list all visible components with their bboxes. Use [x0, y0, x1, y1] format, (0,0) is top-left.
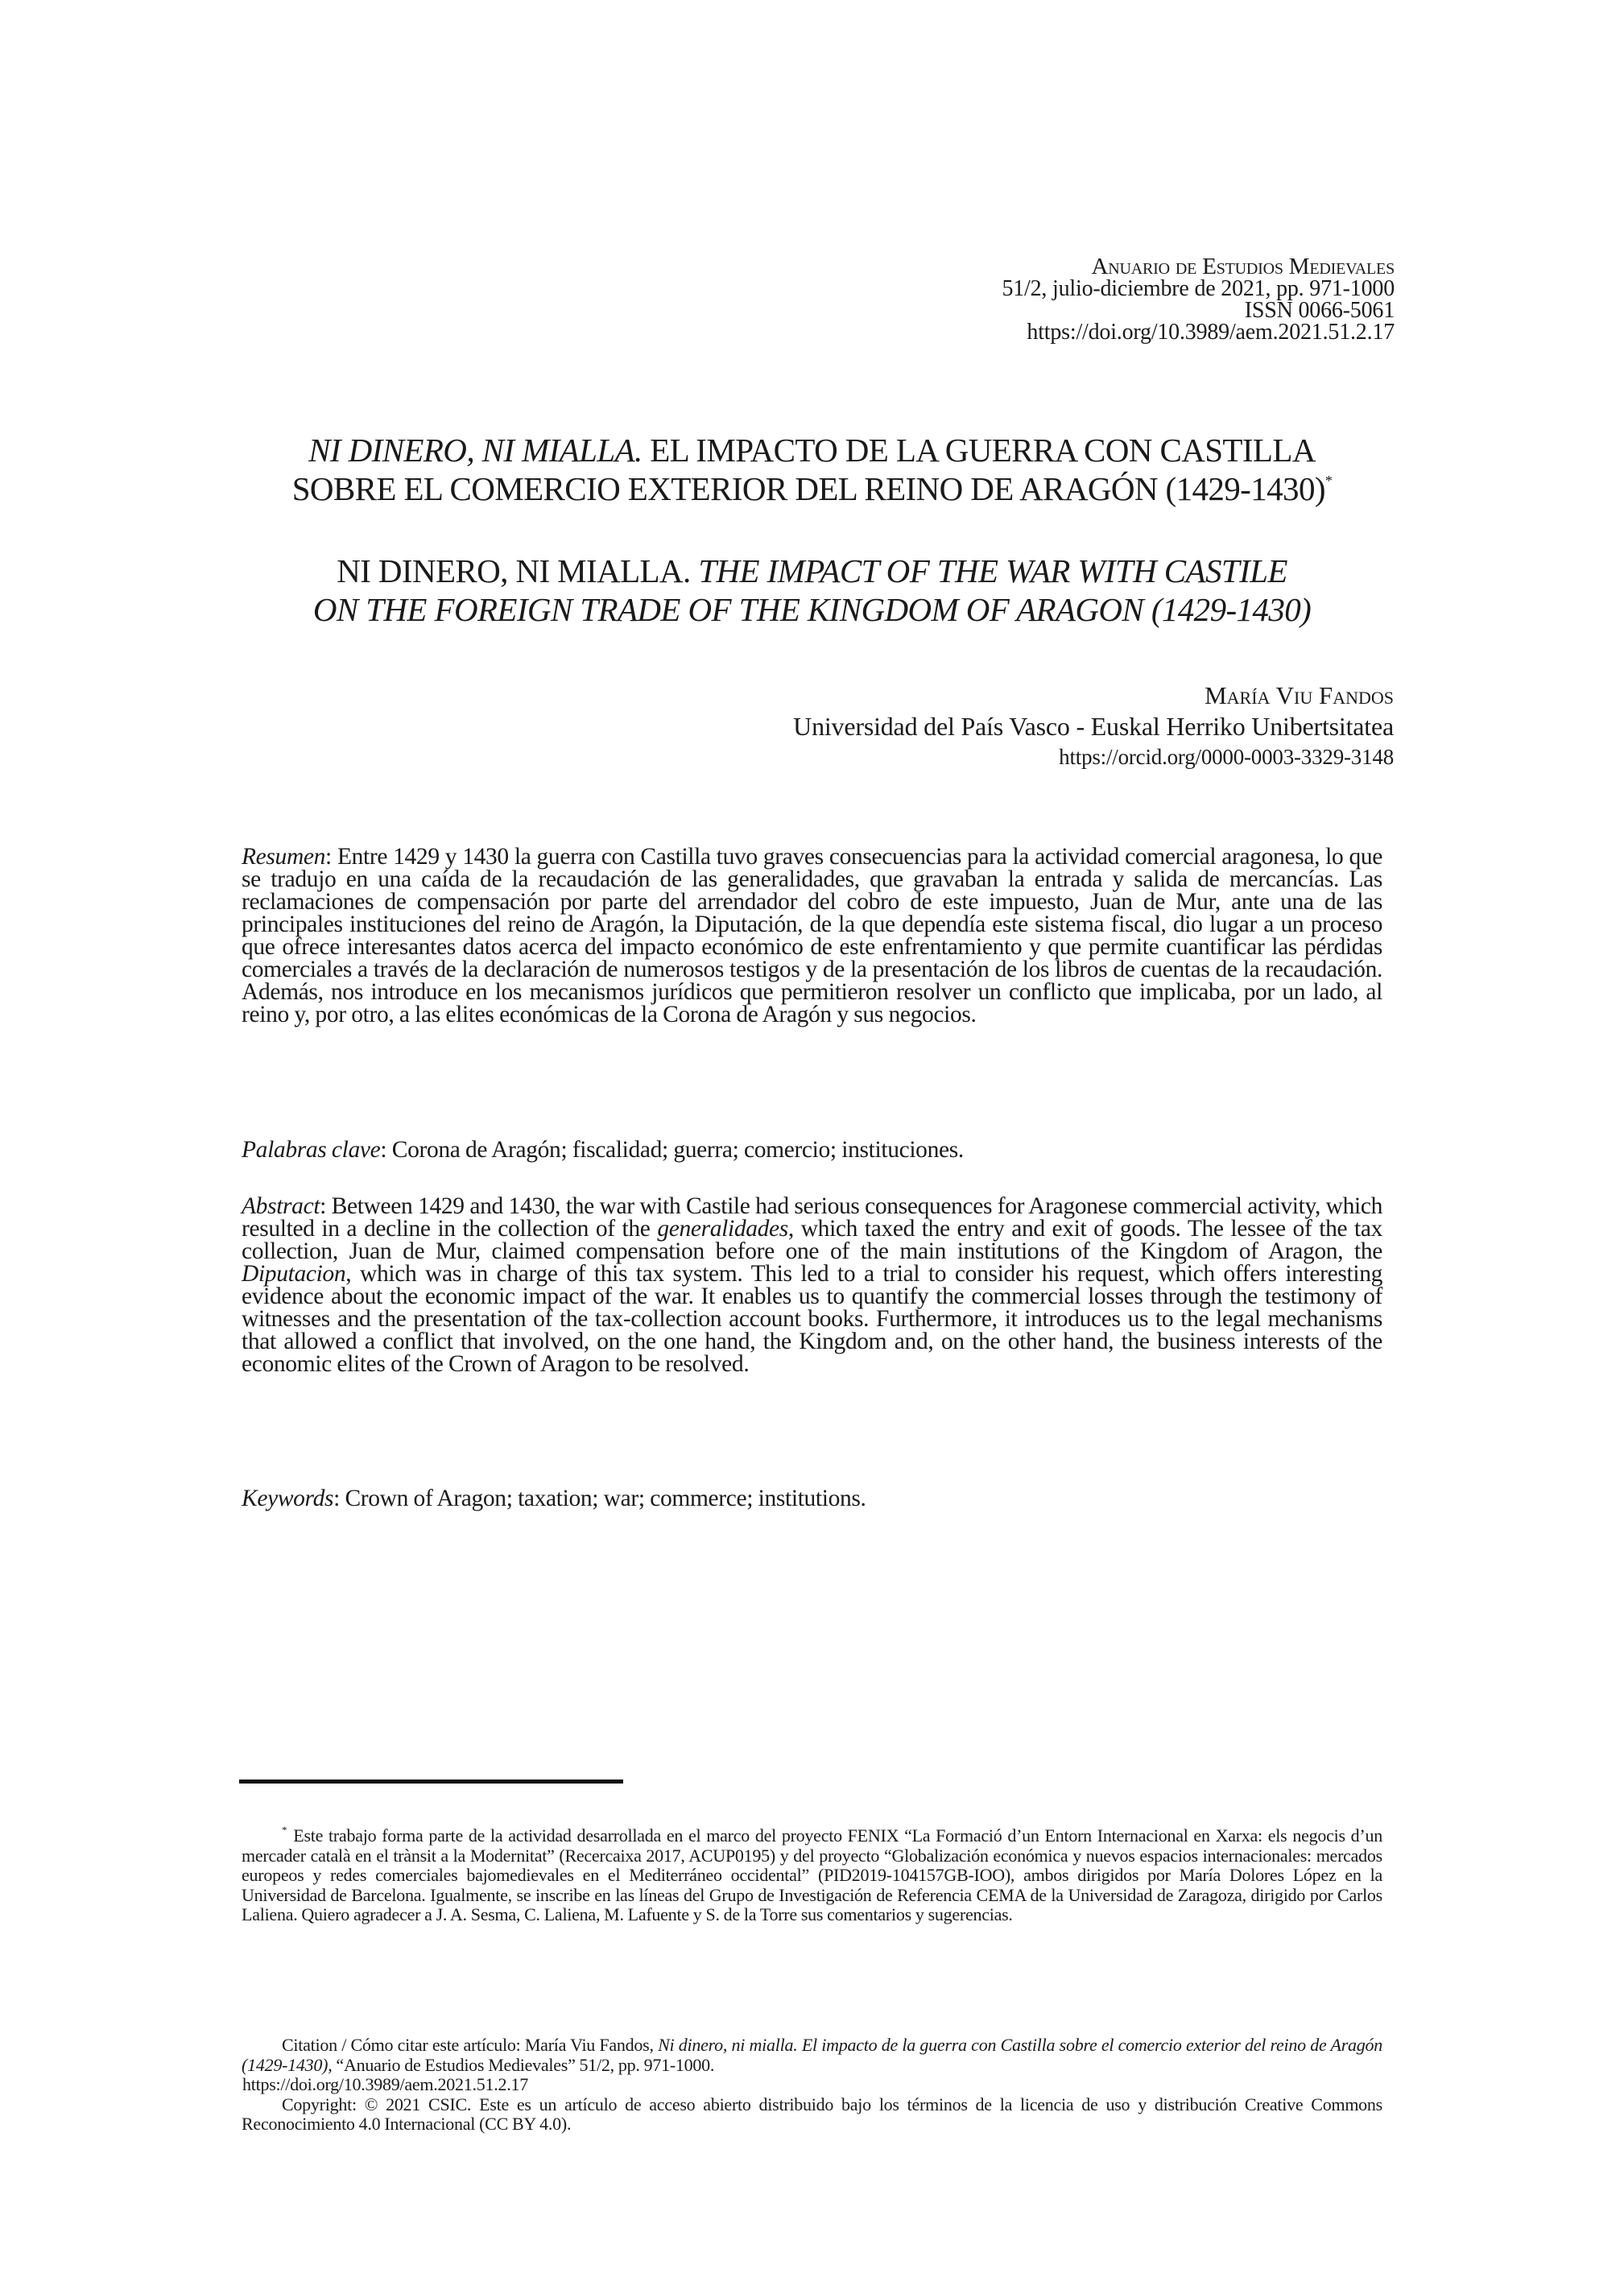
footnote-star [242, 1826, 1382, 1925]
keywords-label: Keywords [242, 1486, 334, 1511]
citation-doi-link[interactable]: https://doi.org/10.3989/aem.2021.51.2.17 [242, 2074, 529, 2094]
footnote-star-marker: * [282, 1824, 287, 1836]
resumen-paragraph [242, 845, 1382, 1026]
author-orcid-link[interactable]: https://orcid.org/0000-0003-3329-3148 [1059, 745, 1394, 769]
title-spanish-rest: EL IMPACTO DE LA GUERRA CON CASTILLA [642, 432, 1316, 469]
abstract-text-2: , which taxed the entry and exit of goods. The lessee of the tax collection, Juan de Mur, claimed compensation before one of the main institutions of the Kingdom of Aragon, the [242, 1216, 1382, 1264]
journal-header [1002, 256, 1395, 343]
author-block [793, 681, 1394, 771]
abstract-text-3: , which was in charge of this tax system. This led to a trial to consider his request, which offers interesting evidence about the economic impact of the war. It enables us to quantify the commercial losses through the testimony of witnesses and the presentation of the tax-collection account books. Furthermore, it introduces us to the legal mechanisms that allowed a conflict that involved, on the one hand, the Kingdom and, on the other hand, the business interests of the economic elites of the Crown of Aragon to be resolved. [242, 1261, 1382, 1377]
title-spanish-line-2-text: SOBRE EL COMERCIO EXTERIOR DEL REINO DE ARAGÓN (1429-1430) [291, 470, 1325, 507]
author-name: María Viu Fandos [1205, 681, 1394, 709]
title-english [242, 552, 1382, 629]
abstract-text-1: : Between 1429 and 1430, the war with Castile had serious consequences for Aragonese commercial activity, which resulted in a decline in the collection of the [242, 1193, 1382, 1242]
keywords-text: : Crown of Aragon; taxation; war; commerce; institutions. [333, 1486, 866, 1511]
citation-paragraph [242, 2036, 1382, 2075]
abstract-italic-diputacion: Diputacion [242, 1261, 346, 1287]
journal-doi-link[interactable]: https://doi.org/10.3989/aem.2021.51.2.17 [1027, 320, 1395, 345]
title-english-line-1 [242, 552, 1382, 590]
title-english-line-2-text: ON THE FOREIGN TRADE OF THE KINGDOM OF ARAGON (1429-1430) [312, 591, 1312, 628]
author-affiliation: Universidad del País Vasco - Euskal Herriko Unibertsitatea [793, 712, 1394, 741]
journal-issn: ISSN 0066-5061 [1244, 298, 1395, 323]
citation-title: Ni dinero, ni mialla. El impacto de la guerra con Castilla sobre el comercio exterior del reino de Aragón (1429-1430) [242, 2035, 1383, 2075]
copyright-paragraph [242, 2095, 1382, 2135]
title-footnote-marker[interactable]: * [1324, 473, 1333, 489]
title-spanish [242, 431, 1382, 508]
abstract-paragraph [242, 1195, 1382, 1375]
footnote-star-text: Este trabajo forma parte de la actividad desarrollada en el marco del proyecto FENIX “La Formació d’un Entorn Internacional en Xarxa: els negocis d’un mercader català en el trànsit a la Modernitat” (Recercaixa 2017, ACUP0195) y del proyecto “Globalización económica y nuevos espacios internacionales: mercados europeos y redes comerciales bajomedievales en el Mediterráneo occidental” (PID2019-104157GB-IOO), ambos dirigidos por María Dolores López en la Universidad de Barcelona. Igualmente, se inscribe en las líneas del Grupo de Investigación de Referencia CEMA de la Universidad de Zaragoza, dirigido por Carlos Laliena. Quiero agradecer a J. A. Sesma, C. Laliena, M. Lafuente y S. de la Torre sus comentarios y sugerencias. [242, 1825, 1382, 1924]
copyright-text: Copyright: © 2021 CSIC. Este es un artículo de acceso abierto distribuido bajo los términos de la licencia de uso y distribución Creative Commons Reconocimiento 4.0 Internacional (CC BY 4.0). [242, 2094, 1382, 2134]
title-english-line-2 [242, 590, 1382, 629]
resumen-text: : Entre 1429 y 1430 la guerra con Castilla tuvo graves consecuencias para la actividad comercial aragonesa, lo que se tradujo en una caída de la recaudación de las generalidades, que gravaban la entrada y salida de mercancías. Las reclamaciones de compensación por parte del arrendador del cobro de este impuesto, Juan de Mur, ante una de las principales instituciones del reino de Aragón, la Diputación, de la que dependía este sistema fiscal, dio lugar a un proceso que ofrece interesantes datos acerca del impacto económico de este enfrentamiento y que permite cuantificar las pérdidas comerciales a través de la declaración de numerosos testigos y de la presentación de los libros de cuentas de la recaudación. Además, nos introduce en los mecanismos jurídicos que permitieron resolver un conflicto que implicaba, por un lado, al reino y, por otro, a las elites económicas de la Corona de Aragón y sus negocios. [242, 844, 1382, 1027]
palabras-clave [242, 1139, 1382, 1161]
footnote-separator-rule [239, 1780, 623, 1784]
abstract-label: Abstract [242, 1193, 320, 1219]
title-spanish-line-2 [242, 469, 1382, 508]
abstract-italic-generalidades: generalidades [657, 1216, 788, 1242]
title-english-roman: NI DINERO, NI MIALLA. [337, 552, 699, 589]
keywords [242, 1487, 1382, 1510]
resumen-label: Resumen [242, 844, 326, 870]
palabras-clave-text: : Corona de Aragón; fiscalidad; guerra; comercio; instituciones. [380, 1137, 964, 1163]
palabras-clave-label: Palabras clave [242, 1137, 381, 1163]
title-spanish-italic: NI DINERO, NI MIALLA. [308, 432, 643, 469]
citation-doi-line [242, 2075, 1382, 2095]
title-spanish-line-1 [242, 431, 1382, 469]
journal-issue: 51/2, julio-diciembre de 2021, pp. 971-1000 [1002, 276, 1395, 301]
citation-suffix: , “Anuario de Estudios Medievales” 51/2, pp. 971-1000. [328, 2054, 715, 2075]
citation-prefix: Citation / Cómo citar este artículo: María Viu Fandos, [282, 2035, 659, 2055]
title-english-italic: THE IMPACT OF THE WAR WITH CASTILE [698, 552, 1287, 589]
journal-name: Anuario de Estudios Medievales [1091, 254, 1395, 279]
citation-block [242, 2036, 1382, 2135]
